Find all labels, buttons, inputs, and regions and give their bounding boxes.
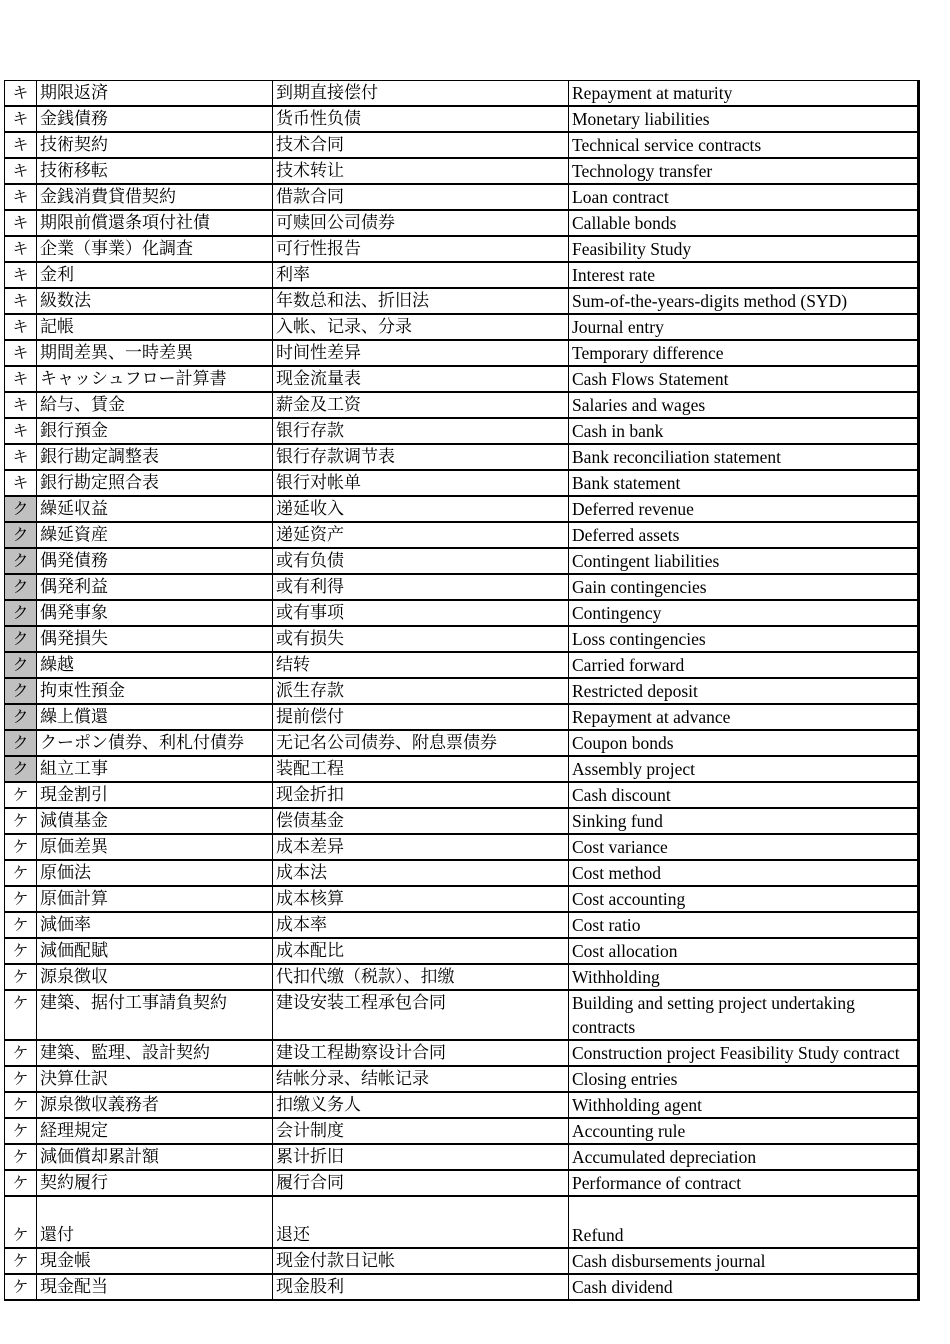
table-row	[5, 158, 919, 184]
kana-index-cell: キ	[5, 418, 37, 444]
japanese-term-cell: 技術移転	[37, 158, 273, 184]
english-term-cell: Gain contingencies	[569, 574, 919, 600]
kana-index-cell: ク	[5, 652, 37, 678]
kana-index-cell: ケ	[5, 860, 37, 886]
chinese-term-cell: 提前偿付	[273, 704, 569, 730]
english-term-cell: Assembly project	[569, 756, 919, 782]
chinese-term-cell: 现金股利	[273, 1274, 569, 1300]
japanese-term-cell: 減価配賦	[37, 938, 273, 964]
table-row	[5, 574, 919, 600]
table-row	[5, 808, 919, 834]
chinese-term-cell: 货币性负债	[273, 106, 569, 132]
kana-index-cell: ケ	[5, 912, 37, 938]
chinese-term-cell: 成本差异	[273, 834, 569, 860]
chinese-term-cell: 现金付款日记帐	[273, 1248, 569, 1274]
english-term-cell: Restricted deposit	[569, 678, 919, 704]
english-term-cell: Sinking fund	[569, 808, 919, 834]
kana-index-cell: ケ	[5, 782, 37, 808]
kana-index-cell: ケ	[5, 1092, 37, 1118]
table-row	[5, 366, 919, 392]
english-term-cell: Cost ratio	[569, 912, 919, 938]
table-row	[5, 106, 919, 132]
table-row	[5, 470, 919, 496]
chinese-term-cell: 累计折旧	[273, 1144, 569, 1170]
table-row	[5, 236, 919, 262]
table-row	[5, 990, 919, 1040]
english-term-cell: Technical service contracts	[569, 132, 919, 158]
japanese-term-cell: 経理規定	[37, 1118, 273, 1144]
kana-index-cell: キ	[5, 470, 37, 496]
japanese-term-cell: 源泉徴収義務者	[37, 1092, 273, 1118]
japanese-term-cell: 銀行預金	[37, 418, 273, 444]
chinese-term-cell: 时间性差异	[273, 340, 569, 366]
japanese-term-cell: 給与、賃金	[37, 392, 273, 418]
english-term-cell: Callable bonds	[569, 210, 919, 236]
kana-index-cell: キ	[5, 366, 37, 392]
kana-index-cell: ケ	[5, 964, 37, 990]
table-row	[5, 314, 919, 340]
table-row	[5, 834, 919, 860]
kana-index-cell: ク	[5, 600, 37, 626]
chinese-term-cell: 现金折扣	[273, 782, 569, 808]
kana-index-cell: キ	[5, 392, 37, 418]
kana-index-cell: ケ	[5, 834, 37, 860]
english-term-cell: Bank statement	[569, 470, 919, 496]
kana-index-cell: ク	[5, 548, 37, 574]
table-row	[5, 860, 919, 886]
kana-index-cell: キ	[5, 210, 37, 236]
english-term-cell: Construction project Feasibility Study contract	[569, 1040, 919, 1066]
chinese-term-cell: 或有利得	[273, 574, 569, 600]
english-term-cell: Withholding	[569, 964, 919, 990]
kana-index-cell: ケ	[5, 808, 37, 834]
english-term-cell: Journal entry	[569, 314, 919, 340]
chinese-term-cell: 成本核算	[273, 886, 569, 912]
japanese-term-cell: 金銭債務	[37, 106, 273, 132]
table-row	[5, 756, 919, 782]
japanese-term-cell: 原価法	[37, 860, 273, 886]
english-term-cell: Coupon bonds	[569, 730, 919, 756]
japanese-term-cell: 記帳	[37, 314, 273, 340]
english-term-cell: Cash dividend	[569, 1274, 919, 1300]
japanese-term-cell: 減債基金	[37, 808, 273, 834]
table-row	[5, 210, 919, 236]
table-row	[5, 1196, 919, 1248]
table-row	[5, 782, 919, 808]
english-term-cell: Repayment at advance	[569, 704, 919, 730]
chinese-term-cell: 退还	[273, 1196, 569, 1248]
table-row	[5, 652, 919, 678]
kana-index-cell: ケ	[5, 938, 37, 964]
table-row	[5, 626, 919, 652]
japanese-term-cell: 期限前償還条項付社債	[37, 210, 273, 236]
japanese-term-cell: 繰越	[37, 652, 273, 678]
english-term-cell: Deferred assets	[569, 522, 919, 548]
japanese-term-cell: 還付	[37, 1196, 273, 1248]
kana-index-cell: キ	[5, 314, 37, 340]
english-term-cell: Closing entries	[569, 1066, 919, 1092]
japanese-term-cell: 偶発損失	[37, 626, 273, 652]
kana-index-cell: キ	[5, 236, 37, 262]
english-term-cell: Sum-of-the-years-digits method (SYD)	[569, 288, 919, 314]
english-term-cell: Cost allocation	[569, 938, 919, 964]
chinese-term-cell: 会计制度	[273, 1118, 569, 1144]
english-term-cell: Cost method	[569, 860, 919, 886]
kana-index-cell: ク	[5, 626, 37, 652]
english-term-cell: Loss contingencies	[569, 626, 919, 652]
table-row	[5, 730, 919, 756]
table-row	[5, 1144, 919, 1170]
table-row	[5, 1040, 919, 1066]
chinese-term-cell: 履行合同	[273, 1170, 569, 1196]
english-term-cell: Performance of contract	[569, 1170, 919, 1196]
english-term-cell: Accounting rule	[569, 1118, 919, 1144]
english-term-cell: Contingent liabilities	[569, 548, 919, 574]
chinese-term-cell: 结帐分录、结帐记录	[273, 1066, 569, 1092]
english-term-cell: Cash disbursements journal	[569, 1248, 919, 1274]
kana-index-cell: ケ	[5, 1118, 37, 1144]
glossary-table	[4, 80, 920, 1301]
english-term-cell: Cash discount	[569, 782, 919, 808]
japanese-term-cell: 拘束性預金	[37, 678, 273, 704]
kana-index-cell: ク	[5, 730, 37, 756]
table-row	[5, 964, 919, 990]
table-row	[5, 81, 919, 107]
kana-index-cell: ク	[5, 756, 37, 782]
kana-index-cell: キ	[5, 288, 37, 314]
english-term-cell: Carried forward	[569, 652, 919, 678]
english-term-cell: Cash Flows Statement	[569, 366, 919, 392]
table-row	[5, 938, 919, 964]
japanese-term-cell: 繰上償還	[37, 704, 273, 730]
english-term-cell: Feasibility Study	[569, 236, 919, 262]
kana-index-cell: キ	[5, 340, 37, 366]
table-row	[5, 418, 919, 444]
japanese-term-cell: 偶発利益	[37, 574, 273, 600]
english-term-cell: Building and setting project undertaking contracts	[569, 990, 919, 1040]
kana-index-cell: ク	[5, 496, 37, 522]
kana-index-cell: キ	[5, 184, 37, 210]
chinese-term-cell: 或有负债	[273, 548, 569, 574]
chinese-term-cell: 利率	[273, 262, 569, 288]
japanese-term-cell: 原価計算	[37, 886, 273, 912]
table-row	[5, 288, 919, 314]
chinese-term-cell: 递延收入	[273, 496, 569, 522]
chinese-term-cell: 入帐、记录、分录	[273, 314, 569, 340]
table-row	[5, 1118, 919, 1144]
chinese-term-cell: 成本配比	[273, 938, 569, 964]
english-term-cell: Technology transfer	[569, 158, 919, 184]
kana-index-cell: ケ	[5, 1066, 37, 1092]
chinese-term-cell: 或有损失	[273, 626, 569, 652]
kana-index-cell: ケ	[5, 1040, 37, 1066]
chinese-term-cell: 到期直接偿付	[273, 81, 569, 107]
kana-index-cell: ケ	[5, 1274, 37, 1300]
kana-index-cell: ク	[5, 522, 37, 548]
chinese-term-cell: 银行存款调节表	[273, 444, 569, 470]
kana-index-cell: キ	[5, 132, 37, 158]
japanese-term-cell: クーポン債券、利札付債券	[37, 730, 273, 756]
table-row	[5, 132, 919, 158]
japanese-term-cell: 減価償却累計額	[37, 1144, 273, 1170]
english-term-cell: Refund	[569, 1196, 919, 1248]
chinese-term-cell: 无记名公司债券、附息票债券	[273, 730, 569, 756]
table-row	[5, 444, 919, 470]
table-row	[5, 678, 919, 704]
english-term-cell: Loan contract	[569, 184, 919, 210]
chinese-term-cell: 银行存款	[273, 418, 569, 444]
chinese-term-cell: 建设安装工程承包合同	[273, 990, 569, 1040]
kana-index-cell: ケ	[5, 1248, 37, 1274]
chinese-term-cell: 可行性报告	[273, 236, 569, 262]
kana-index-cell: ケ	[5, 886, 37, 912]
english-term-cell: Accumulated depreciation	[569, 1144, 919, 1170]
japanese-term-cell: 組立工事	[37, 756, 273, 782]
japanese-term-cell: 銀行勘定照合表	[37, 470, 273, 496]
chinese-term-cell: 结转	[273, 652, 569, 678]
japanese-term-cell: 契約履行	[37, 1170, 273, 1196]
table-row	[5, 600, 919, 626]
table-row	[5, 496, 919, 522]
english-term-cell: Withholding agent	[569, 1092, 919, 1118]
english-term-cell: Contingency	[569, 600, 919, 626]
chinese-term-cell: 派生存款	[273, 678, 569, 704]
chinese-term-cell: 借款合同	[273, 184, 569, 210]
english-term-cell: Monetary liabilities	[569, 106, 919, 132]
japanese-term-cell: 期限返済	[37, 81, 273, 107]
table-row	[5, 704, 919, 730]
japanese-term-cell: 現金割引	[37, 782, 273, 808]
japanese-term-cell: 源泉徴収	[37, 964, 273, 990]
japanese-term-cell: 繰延資産	[37, 522, 273, 548]
table-row	[5, 912, 919, 938]
kana-index-cell: ケ	[5, 1144, 37, 1170]
table-row	[5, 548, 919, 574]
chinese-term-cell: 成本法	[273, 860, 569, 886]
english-term-cell: Interest rate	[569, 262, 919, 288]
kana-index-cell: ケ	[5, 1170, 37, 1196]
kana-index-cell: キ	[5, 262, 37, 288]
kana-index-cell: ク	[5, 678, 37, 704]
table-row	[5, 340, 919, 366]
japanese-term-cell: キャッシュフロー計算書	[37, 366, 273, 392]
table-row	[5, 392, 919, 418]
english-term-cell: Cash in bank	[569, 418, 919, 444]
english-term-cell: Salaries and wages	[569, 392, 919, 418]
kana-index-cell: キ	[5, 444, 37, 470]
table-row	[5, 262, 919, 288]
chinese-term-cell: 薪金及工资	[273, 392, 569, 418]
table-row	[5, 886, 919, 912]
japanese-term-cell: 偶発事象	[37, 600, 273, 626]
table-row	[5, 1274, 919, 1300]
japanese-term-cell: 偶発債務	[37, 548, 273, 574]
chinese-term-cell: 或有事项	[273, 600, 569, 626]
table-row	[5, 1248, 919, 1274]
kana-index-cell: ケ	[5, 1196, 37, 1248]
table-row	[5, 184, 919, 210]
english-term-cell: Bank reconciliation statement	[569, 444, 919, 470]
chinese-term-cell: 技术转让	[273, 158, 569, 184]
japanese-term-cell: 建築、監理、設計契約	[37, 1040, 273, 1066]
table-row	[5, 522, 919, 548]
chinese-term-cell: 递延资产	[273, 522, 569, 548]
kana-index-cell: ク	[5, 574, 37, 600]
japanese-term-cell: 技術契約	[37, 132, 273, 158]
english-term-cell: Deferred revenue	[569, 496, 919, 522]
japanese-term-cell: 現金帳	[37, 1248, 273, 1274]
table-row	[5, 1170, 919, 1196]
chinese-term-cell: 银行对帐单	[273, 470, 569, 496]
kana-index-cell: キ	[5, 81, 37, 107]
chinese-term-cell: 成本率	[273, 912, 569, 938]
kana-index-cell: ケ	[5, 990, 37, 1040]
kana-index-cell: ク	[5, 704, 37, 730]
chinese-term-cell: 扣缴义务人	[273, 1092, 569, 1118]
japanese-term-cell: 級数法	[37, 288, 273, 314]
english-term-cell: Temporary difference	[569, 340, 919, 366]
japanese-term-cell: 減価率	[37, 912, 273, 938]
chinese-term-cell: 现金流量表	[273, 366, 569, 392]
english-term-cell: Cost variance	[569, 834, 919, 860]
japanese-term-cell: 企業（事業）化調査	[37, 236, 273, 262]
chinese-term-cell: 建设工程勘察设计合同	[273, 1040, 569, 1066]
chinese-term-cell: 技术合同	[273, 132, 569, 158]
chinese-term-cell: 年数总和法、折旧法	[273, 288, 569, 314]
japanese-term-cell: 金銭消費貸借契約	[37, 184, 273, 210]
chinese-term-cell: 偿债基金	[273, 808, 569, 834]
chinese-term-cell: 可赎回公司债券	[273, 210, 569, 236]
japanese-term-cell: 金利	[37, 262, 273, 288]
japanese-term-cell: 期間差異、一時差異	[37, 340, 273, 366]
glossary-body	[5, 81, 919, 1301]
english-term-cell: Cost accounting	[569, 886, 919, 912]
japanese-term-cell: 繰延収益	[37, 496, 273, 522]
kana-index-cell: キ	[5, 106, 37, 132]
chinese-term-cell: 装配工程	[273, 756, 569, 782]
table-row	[5, 1066, 919, 1092]
japanese-term-cell: 現金配当	[37, 1274, 273, 1300]
table-row	[5, 1092, 919, 1118]
chinese-term-cell: 代扣代缴（税款）、扣缴	[273, 964, 569, 990]
japanese-term-cell: 建築、据付工事請負契約	[37, 990, 273, 1040]
japanese-term-cell: 原価差異	[37, 834, 273, 860]
japanese-term-cell: 決算仕訳	[37, 1066, 273, 1092]
english-term-cell: Repayment at maturity	[569, 81, 919, 107]
japanese-term-cell: 銀行勘定調整表	[37, 444, 273, 470]
kana-index-cell: キ	[5, 158, 37, 184]
